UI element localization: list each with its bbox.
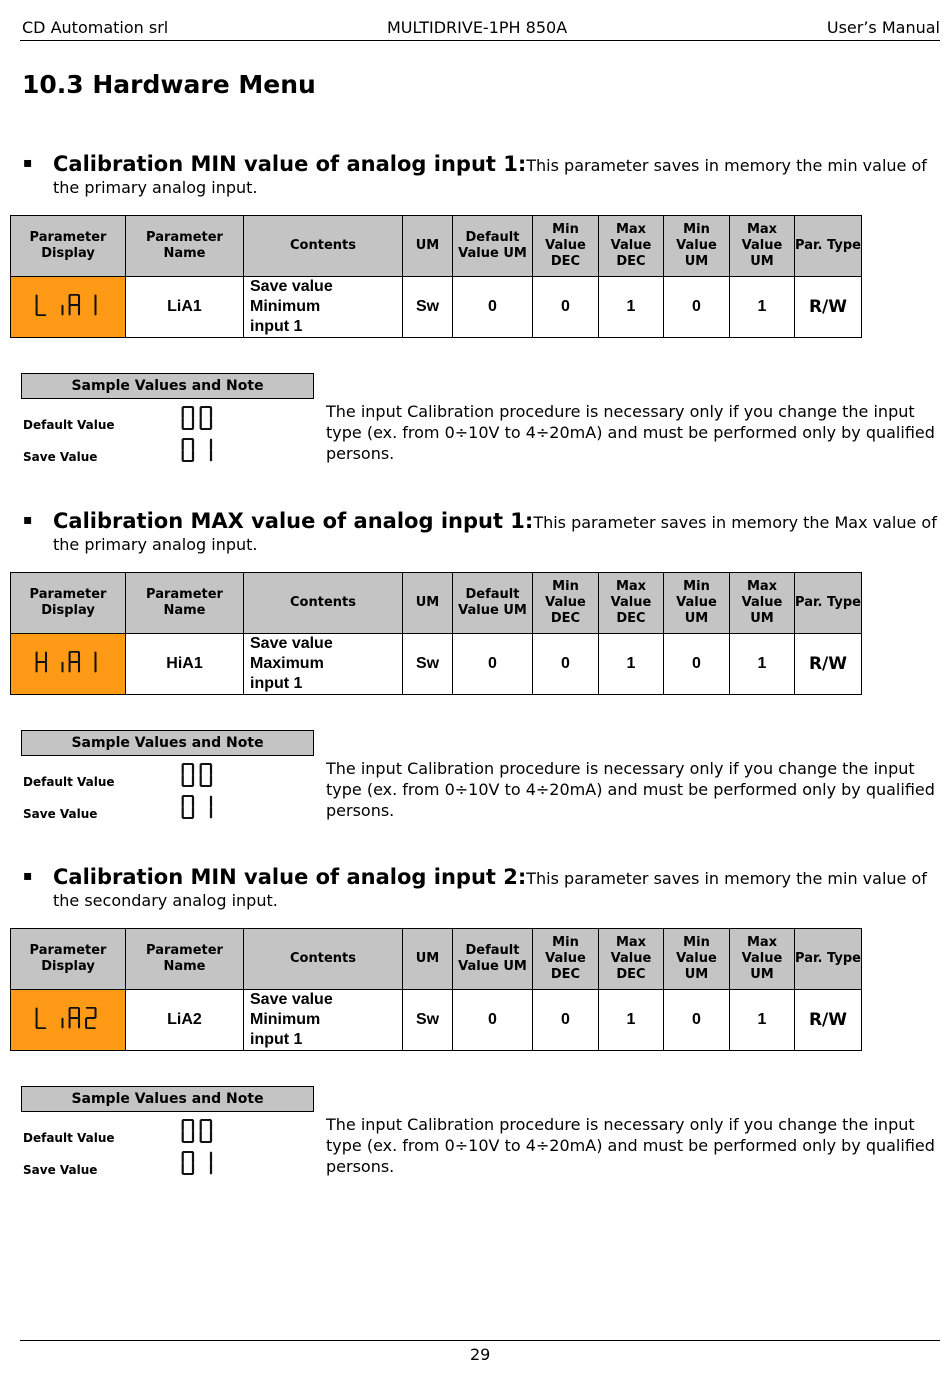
- default-value-display: [181, 1119, 217, 1147]
- contents-line: Save value: [250, 635, 333, 652]
- table-row: [11, 277, 862, 338]
- contents-line: Minimum: [250, 1011, 321, 1028]
- parameter-display-cell: [11, 277, 126, 338]
- section-text: [53, 153, 943, 199]
- par-type-value: R/W: [795, 634, 862, 695]
- max-um-value: 1: [730, 990, 795, 1051]
- contents-line: Save value: [250, 278, 333, 295]
- parameter-table: [10, 928, 862, 1051]
- col-header-parameter-display: Parameter Display: [11, 216, 126, 277]
- segment-digit: [70, 1007, 79, 1027]
- segment-display: [35, 1007, 101, 1034]
- bullet-icon: ▪: [23, 512, 33, 528]
- col-header-parameter-name: Parameter Name: [126, 573, 244, 634]
- section-description: This parameter saves in memory the min value of the primary analog input.: [53, 156, 927, 197]
- segment-digit: [86, 1007, 95, 1027]
- parameter-section: [0, 510, 950, 850]
- col-header-contents: Contents: [244, 573, 403, 634]
- segment-digit: [183, 439, 193, 461]
- contents-line: Save value: [250, 991, 333, 1008]
- segment-digit: [201, 1120, 211, 1142]
- contents-line: Minimum: [250, 298, 321, 315]
- calibration-note: The input Calibration procedure is necessary only if you change the input type (ex. from 0÷10V to 4÷20mA) and must be performed only by qualified persons.: [326, 1115, 935, 1176]
- section-text: [53, 510, 943, 556]
- min-um-value: 0: [664, 990, 730, 1051]
- segment-display: [35, 651, 101, 678]
- save-value-label: Save Value: [23, 1163, 98, 1177]
- table-header-row: [11, 573, 862, 634]
- um-value: Sw: [403, 277, 453, 338]
- max-dec-value: 1: [599, 277, 664, 338]
- save-value-display: [181, 1151, 217, 1179]
- footer-rule: [20, 1340, 940, 1341]
- segment-digit: [37, 295, 46, 315]
- segment-digit: [183, 1120, 193, 1142]
- min-um-value: 0: [664, 277, 730, 338]
- col-header-contents: Contents: [244, 216, 403, 277]
- col-header-min-dec: Min Value DEC: [533, 929, 599, 990]
- default-value: 0: [453, 277, 533, 338]
- segment-digit: [201, 407, 211, 429]
- save-value-display: [181, 438, 217, 466]
- par-type-value: R/W: [795, 990, 862, 1051]
- parameter-display-cell: [11, 990, 126, 1051]
- col-header-max-dec: Max Value DEC: [599, 573, 664, 634]
- segment-digit: [70, 294, 79, 314]
- col-header-max-um: Max Value UM: [730, 216, 795, 277]
- col-header-par-type: Par. Type: [795, 929, 862, 990]
- col-header-contents: Contents: [244, 929, 403, 990]
- um-value: Sw: [403, 990, 453, 1051]
- segment-digit: [183, 407, 193, 429]
- default-value-label: Default Value: [23, 775, 115, 789]
- page-title: 10.3 Hardware Menu: [22, 70, 316, 99]
- section-description: This parameter saves in memory the min value of the secondary analog input.: [53, 869, 927, 910]
- section-title: Calibration MIN value of analog input 2:: [53, 865, 527, 889]
- bullet-icon: ▪: [23, 868, 33, 884]
- save-value-label: Save Value: [23, 807, 98, 821]
- section-title: Calibration MIN value of analog input 1:: [53, 152, 527, 176]
- parameter-name: HiA1: [126, 634, 244, 695]
- default-value: 0: [453, 634, 533, 695]
- segment-digit: [183, 764, 193, 786]
- table-header-row: [11, 216, 862, 277]
- min-dec-value: 0: [533, 277, 599, 338]
- contents-line: input 1: [250, 318, 303, 335]
- contents-line: input 1: [250, 675, 303, 692]
- default-value-display: [181, 763, 217, 791]
- table-header-row: [11, 929, 862, 990]
- segment-digit: [183, 1152, 193, 1174]
- col-header-par-type: Par. Type: [795, 573, 862, 634]
- sample-values-heading: Sample Values and Note: [21, 373, 314, 399]
- parameter-table: [10, 215, 862, 338]
- sample-values-heading: Sample Values and Note: [21, 1086, 314, 1112]
- segment-digit: [70, 651, 79, 671]
- segment-digit: [37, 1008, 46, 1028]
- parameter-table: [10, 572, 862, 695]
- header-company: CD Automation srl: [22, 18, 169, 37]
- calibration-note: The input Calibration procedure is necessary only if you change the input type (ex. from 0÷10V to 4÷20mA) and must be performed only by qualified persons.: [326, 759, 935, 820]
- max-um-value: 1: [730, 277, 795, 338]
- col-header-min-dec: Min Value DEC: [533, 573, 599, 634]
- col-header-um: UM: [403, 216, 453, 277]
- min-um-value: 0: [664, 634, 730, 695]
- section-description: This parameter saves in memory the Max value of the primary analog input.: [53, 513, 937, 554]
- segment-digit: [37, 652, 46, 671]
- section-text: [53, 866, 943, 912]
- par-type-value: R/W: [795, 277, 862, 338]
- parameter-name: LiA2: [126, 990, 244, 1051]
- default-value: 0: [453, 990, 533, 1051]
- min-dec-value: 0: [533, 634, 599, 695]
- segment-display: [35, 294, 101, 321]
- parameter-section: [0, 153, 950, 493]
- header-doc-type: User’s Manual: [826, 18, 940, 37]
- col-header-parameter-display: Parameter Display: [11, 573, 126, 634]
- col-header-par-type: Par. Type: [795, 216, 862, 277]
- header-product: MULTIDRIVE-1PH 850A: [387, 18, 568, 37]
- col-header-um: UM: [403, 929, 453, 990]
- col-header-default: Default Value UM: [453, 573, 533, 634]
- col-header-parameter-name: Parameter Name: [126, 929, 244, 990]
- col-header-max-um: Max Value UM: [730, 929, 795, 990]
- page-number: 29: [470, 1345, 491, 1364]
- bullet-icon: ▪: [23, 155, 33, 171]
- default-value-label: Default Value: [23, 418, 115, 432]
- contents-line: Maximum: [250, 655, 324, 672]
- contents-cell: [244, 634, 403, 695]
- col-header-default: Default Value UM: [453, 929, 533, 990]
- contents-line: input 1: [250, 1031, 303, 1048]
- um-value: Sw: [403, 634, 453, 695]
- table-row: [11, 990, 862, 1051]
- col-header-max-dec: Max Value DEC: [599, 216, 664, 277]
- col-header-default: Default Value UM: [453, 216, 533, 277]
- col-header-min-um: Min Value UM: [664, 573, 730, 634]
- table-row: [11, 634, 862, 695]
- col-header-max-dec: Max Value DEC: [599, 929, 664, 990]
- col-header-min-um: Min Value UM: [664, 929, 730, 990]
- segment-digit: [183, 796, 193, 818]
- col-header-um: UM: [403, 573, 453, 634]
- parameter-section: [0, 866, 950, 1206]
- max-um-value: 1: [730, 634, 795, 695]
- default-value-label: Default Value: [23, 1131, 115, 1145]
- max-dec-value: 1: [599, 634, 664, 695]
- parameter-display-cell: [11, 634, 126, 695]
- calibration-note: The input Calibration procedure is necessary only if you change the input type (ex. from 0÷10V to 4÷20mA) and must be performed only by qualified persons.: [326, 402, 935, 463]
- col-header-min-dec: Min Value DEC: [533, 216, 599, 277]
- save-value-display: [181, 795, 217, 823]
- col-header-min-um: Min Value UM: [664, 216, 730, 277]
- contents-cell: [244, 990, 403, 1051]
- section-title: Calibration MAX value of analog input 1:: [53, 509, 534, 533]
- min-dec-value: 0: [533, 990, 599, 1051]
- col-header-parameter-display: Parameter Display: [11, 929, 126, 990]
- segment-digit: [201, 764, 211, 786]
- default-value-display: [181, 406, 217, 434]
- contents-cell: [244, 277, 403, 338]
- max-dec-value: 1: [599, 990, 664, 1051]
- parameter-name: LiA1: [126, 277, 244, 338]
- col-header-max-um: Max Value UM: [730, 573, 795, 634]
- col-header-parameter-name: Parameter Name: [126, 216, 244, 277]
- save-value-label: Save Value: [23, 450, 98, 464]
- header-rule: [20, 40, 940, 41]
- sample-values-heading: Sample Values and Note: [21, 730, 314, 756]
